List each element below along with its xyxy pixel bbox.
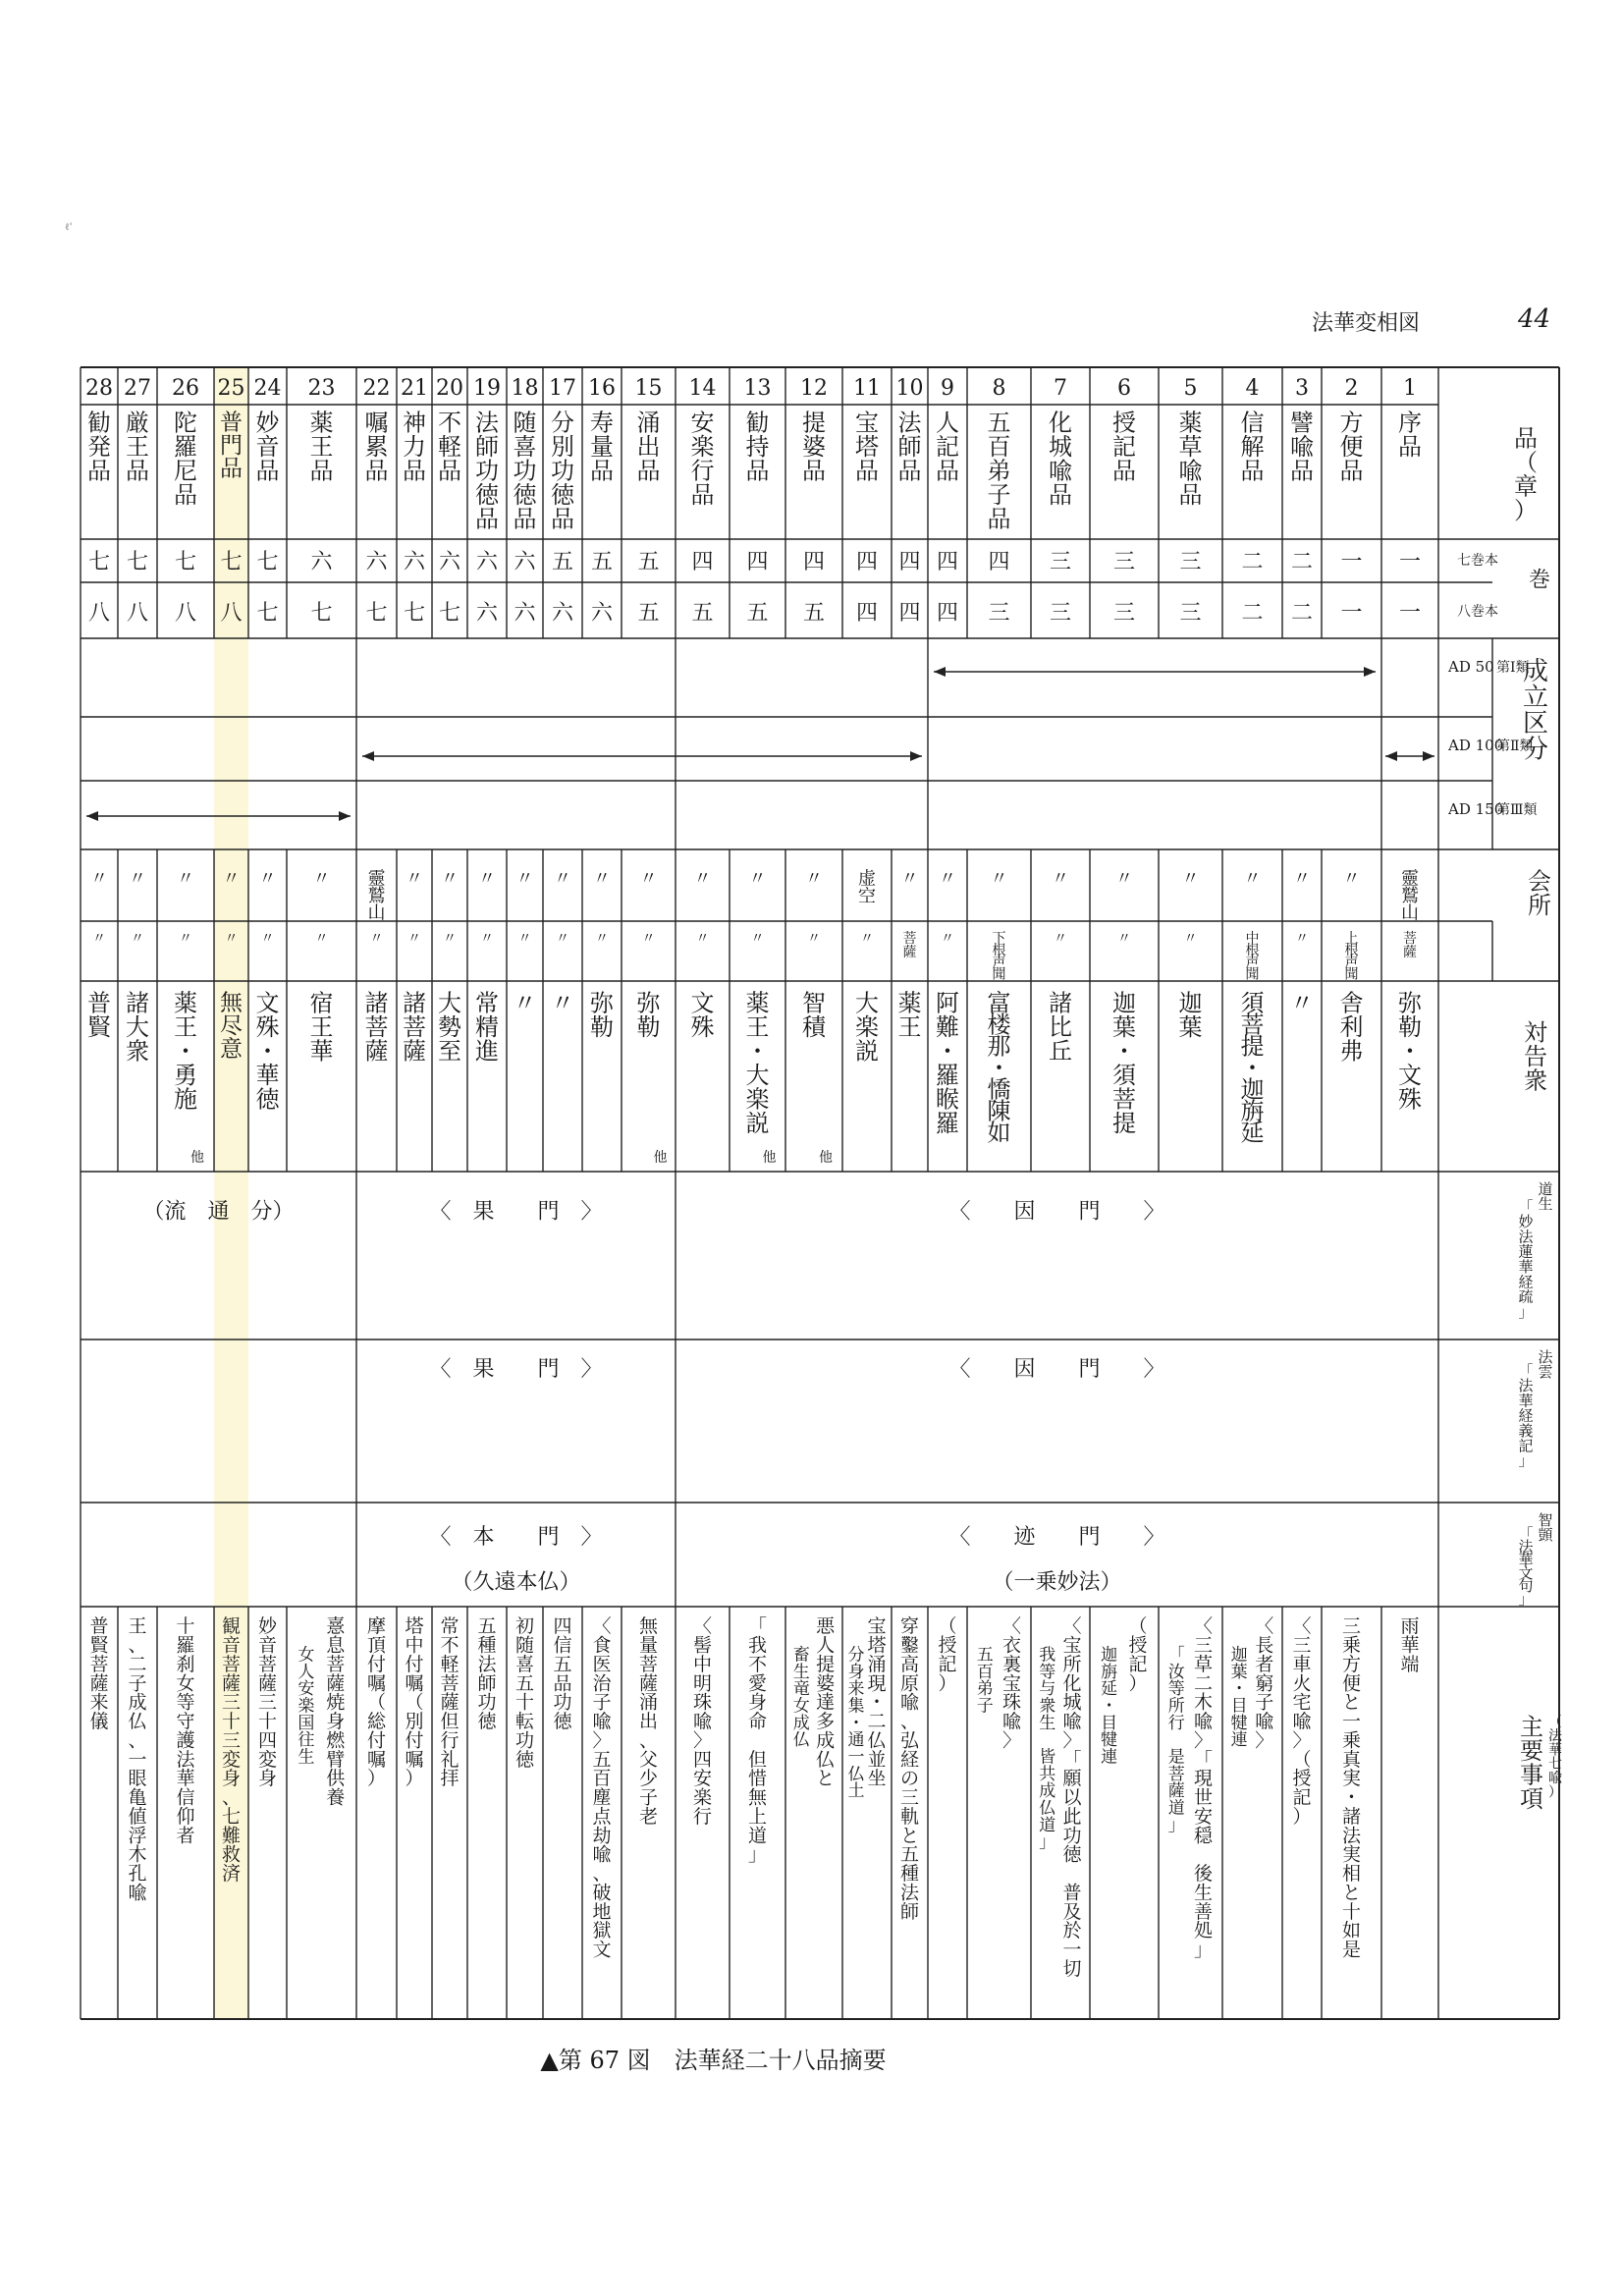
chapter-title-12: 提婆品: [802, 409, 826, 485]
chapter-title-14: 安楽行品: [690, 409, 715, 509]
row-label-class-1: 第Ⅱ類: [1496, 738, 1534, 754]
row-label-formation: 成立区分: [1522, 657, 1549, 765]
chapter-number-23: 23: [307, 376, 336, 401]
place1-24: 〃: [258, 868, 277, 890]
main-27: 王、二子成仏、一眼亀値浮木孔喩: [128, 1615, 147, 1904]
place1-20: 〃: [441, 868, 459, 890]
chapter-number-17: 17: [549, 376, 576, 401]
place2-6: 〃: [1117, 930, 1131, 947]
place1-3: 〃: [1293, 868, 1311, 890]
place2-4: 中根声聞: [1245, 930, 1260, 983]
main-28: 普賢菩薩来儀: [89, 1615, 109, 1733]
place1-25: 〃: [222, 868, 241, 890]
main-5: 〈三草二木喩〉「現世安穏 後生善処」: [1193, 1615, 1214, 1961]
vol7-4: 二: [1241, 550, 1264, 574]
chapter-title-21: 神力品: [403, 409, 426, 485]
main-21: 塔中付嘱（別付嘱）: [405, 1615, 424, 1790]
audience-16: 弥勒: [590, 989, 614, 1041]
vol7-11: 四: [855, 550, 879, 574]
chapter-title-15: 涌出品: [636, 409, 661, 485]
place2-7: 〃: [1054, 930, 1067, 947]
main-4: 〈長者窮子喩〉: [1255, 1615, 1274, 1752]
vol8-6: 三: [1112, 601, 1136, 626]
place1-26: 〃: [177, 868, 194, 890]
audience-8: 富楼那・憍陳如: [987, 989, 1011, 1147]
place2-22: 〃: [369, 930, 384, 947]
audience-2: 舎利弗: [1339, 989, 1364, 1066]
vol7-15: 五: [637, 550, 660, 574]
place1-23: 〃: [312, 868, 331, 890]
chapter-number-19: 19: [473, 376, 501, 401]
chapter-number-27: 27: [124, 376, 151, 401]
chapter-number-4: 4: [1245, 376, 1260, 401]
place1-14: 〃: [693, 868, 712, 890]
vol7-19: 六: [475, 550, 499, 574]
chapter-title-19: 法師功徳品: [475, 409, 499, 533]
main2-23: 女人安楽国往生: [298, 1645, 315, 1768]
place1-12: 〃: [805, 868, 823, 890]
vol7-5: 三: [1179, 550, 1202, 574]
place2-21: 〃: [407, 930, 421, 947]
audience-9: 阿難・羅睺羅: [936, 989, 959, 1137]
vol7-1: 一: [1398, 550, 1422, 574]
chapter-title-22: 嘱累品: [364, 409, 389, 485]
main-6: （授記）: [1128, 1615, 1148, 1695]
row-label-chapter: 品（章）: [1514, 424, 1538, 524]
audience-note-26: 他: [190, 1150, 204, 1166]
place2-25: 〃: [224, 930, 239, 947]
row-label-main: 主要事項: [1520, 1713, 1543, 1813]
main-24: 妙音菩薩三十四変身: [257, 1615, 278, 1790]
audience-28: 普賢: [87, 989, 111, 1041]
audience-20: 大勢至: [438, 989, 461, 1066]
audience-13: 薬王・大楽説: [745, 989, 770, 1137]
vol8-28: 八: [87, 601, 111, 626]
chapter-number-28: 28: [85, 376, 113, 401]
place1-2: 〃: [1342, 868, 1361, 890]
formation-arrow-1b-right-head: [1423, 751, 1434, 761]
vol8-13: 五: [746, 601, 769, 626]
audience-24: 文殊・華徳: [255, 989, 280, 1114]
chapter-title-8: 五百弟子品: [987, 409, 1011, 533]
formation-arrow-3-left-head: [86, 811, 98, 821]
main-1: 雨華端: [1400, 1615, 1420, 1675]
place2-17: 〃: [556, 930, 569, 947]
main2-8: 五百弟子: [976, 1645, 994, 1717]
page-number: 44: [1518, 304, 1551, 334]
chapter-title-7: 化城喩品: [1049, 409, 1072, 509]
chapter-number-5: 5: [1183, 376, 1198, 401]
place2-11: 〃: [860, 930, 874, 947]
place2-9: 〃: [941, 930, 954, 947]
place2-23: 〃: [314, 930, 329, 947]
main2-6: 迦旃延・目犍連: [1101, 1645, 1118, 1768]
vol7-23: 六: [310, 550, 333, 574]
audience-18: 〃: [513, 989, 537, 1017]
main-17: 四信五品功徳: [553, 1615, 572, 1733]
place1-1: 靈鷲山: [1401, 868, 1419, 924]
main-22: 摩頂付嘱（総付嘱）: [366, 1615, 387, 1790]
audience-7: 諸比丘: [1049, 989, 1072, 1066]
vol7-10: 四: [898, 550, 921, 574]
place2-15: 〃: [641, 930, 656, 947]
place1-13: 〃: [748, 868, 767, 890]
place2-3: 〃: [1295, 930, 1309, 947]
chapter-number-1: 1: [1403, 376, 1417, 401]
place2-27: 〃: [131, 930, 144, 947]
vol8-8: 三: [988, 601, 1010, 626]
chapter-title-13: 勧持品: [745, 409, 770, 485]
vol7-6: 三: [1112, 550, 1136, 574]
audience-25: 無尽意: [220, 990, 243, 1063]
chapter-title-24: 妙音品: [255, 409, 280, 485]
place1-10: 〃: [900, 868, 919, 890]
row-label-zhiyi-work: 「法華文句」: [1518, 1524, 1534, 1609]
audience-10: 薬王: [897, 989, 922, 1041]
chapter-title-27: 厳王品: [126, 409, 149, 485]
vol7-8: 四: [988, 550, 1010, 574]
place1-4: 〃: [1243, 868, 1262, 890]
chapter-number-7: 7: [1054, 376, 1067, 401]
chapter-title-18: 随喜功徳品: [513, 409, 537, 533]
place2-5: 〃: [1183, 930, 1198, 947]
place2-18: 〃: [517, 930, 532, 947]
vol8-22: 七: [365, 601, 388, 626]
vol8-18: 六: [514, 601, 536, 626]
row-label-fayun: 法雲: [1538, 1347, 1553, 1382]
formation-arrow-1-left-head: [934, 667, 946, 677]
vol8-16: 六: [590, 601, 614, 626]
vol8-14: 五: [691, 601, 714, 626]
place2-1: 菩薩: [1403, 930, 1417, 961]
chapter-number-15: 15: [634, 376, 663, 401]
chapter-title-11: 宝塔品: [855, 409, 879, 485]
main-9: （授記）: [938, 1615, 957, 1695]
row-label-fayun-work: 「法華経義記」: [1518, 1361, 1534, 1470]
vol7-27: 七: [126, 550, 149, 574]
row-label-ad-0: AD 50: [1448, 658, 1494, 676]
chapter-title-3: 譬喩品: [1290, 409, 1314, 485]
place1-28: 〃: [90, 868, 108, 890]
audience-26: 薬王・勇施: [174, 989, 197, 1114]
main-20: 常不軽菩薩但行礼拝: [440, 1615, 460, 1790]
chapter-title-25: 普門品: [220, 410, 243, 482]
vol8-26: 八: [174, 601, 197, 626]
row-label-vol7: 七巻本: [1457, 553, 1498, 569]
chapter-number-21: 21: [401, 376, 428, 401]
chapter-title-5: 薬草喩品: [1178, 409, 1203, 509]
chapter-title-17: 分別功徳品: [551, 409, 574, 533]
vol8-19: 六: [475, 601, 499, 626]
main-15: 無量菩薩涌出、父少子老: [638, 1615, 659, 1828]
formation-arrow-1-right-head: [1364, 667, 1376, 677]
chapter-number-6: 6: [1117, 376, 1131, 401]
chapter-number-13: 13: [743, 376, 772, 401]
audience-4: 須菩提・迦旃延: [1240, 989, 1265, 1147]
vol8-11: 四: [855, 601, 879, 626]
place2-24: 〃: [260, 930, 275, 947]
main-7: 〈宝所化城喩〉「願以此功徳 普及於一切: [1062, 1615, 1082, 1980]
division-fayun-0: 〈 果 門 〉: [429, 1357, 603, 1382]
vol8-9: 四: [936, 601, 959, 626]
figure-caption: [0, 2041, 1623, 2075]
division-zhiyi-0: 〈 本 門 〉: [429, 1525, 603, 1550]
vol7-20: 六: [438, 550, 461, 574]
place1-18: 〃: [515, 868, 534, 890]
row-label-ad-1: AD 100: [1448, 737, 1504, 754]
chapter-number-25: 25: [217, 376, 245, 401]
vol8-7: 三: [1049, 601, 1072, 626]
place1-17: 〃: [554, 868, 571, 890]
place1-27: 〃: [129, 868, 146, 890]
chapter-number-10: 10: [895, 376, 924, 401]
place2-8: 下根声聞: [992, 930, 1006, 983]
row-label-zhiyi: 智顗: [1538, 1510, 1553, 1545]
row-label-main-note: （法華七喩）: [1548, 1714, 1562, 1801]
vol8-5: 三: [1179, 601, 1202, 626]
vol8-24: 七: [256, 601, 279, 626]
vol7-22: 六: [365, 550, 388, 574]
vol8-20: 七: [438, 601, 461, 626]
main-19: 五種法師功徳: [477, 1615, 497, 1733]
vol7-3: 二: [1290, 550, 1314, 574]
main-25: 観音菩薩三十三変身、七難救済: [221, 1615, 242, 1886]
place1-21: 〃: [406, 868, 423, 890]
main-10: 穿鑿高原喩、弘経の三軌と五種法師: [899, 1615, 920, 1923]
division-fayun-1: 〈 因 門 〉: [948, 1357, 1165, 1382]
vol8-4: 二: [1241, 601, 1264, 626]
division-daosheng-1: 〈 果 門 〉: [429, 1199, 603, 1225]
place2-10: 菩薩: [902, 930, 917, 961]
place1-16: 〃: [593, 868, 611, 890]
division-daosheng-0: （流 通 分）: [142, 1199, 295, 1225]
audience-27: 諸大衆: [126, 989, 149, 1066]
vol7-16: 五: [590, 550, 614, 574]
audience-21: 諸菩薩: [403, 989, 426, 1066]
vol8-10: 四: [898, 601, 921, 626]
place1-6: 〃: [1115, 868, 1133, 890]
vol7-7: 三: [1049, 550, 1072, 574]
main-18: 初随喜五十転功徳: [514, 1615, 535, 1771]
main-13: 「我不愛身命 但惜無上道」: [747, 1615, 768, 1866]
chapter-number-12: 12: [800, 376, 828, 401]
division-zhiyi-sub-0: （久遠本仏）: [451, 1570, 581, 1595]
main2-5: 「汝等所行 是菩薩道」: [1167, 1645, 1185, 1835]
place2-12: 〃: [807, 930, 821, 947]
chapter-number-26: 26: [172, 376, 199, 401]
chapter-title-16: 寿量品: [590, 409, 614, 485]
chapter-number-2: 2: [1344, 376, 1359, 401]
row-label-class-2: 第Ⅲ類: [1496, 802, 1538, 818]
row-label-daosheng-work: 「妙法蓮華経疏」: [1518, 1197, 1534, 1321]
main-16: 〈食医治子喩〉五百塵点劫喩、破地獄文: [592, 1615, 612, 1961]
main2-4: 迦葉・目犍連: [1230, 1645, 1248, 1751]
place2-28: 〃: [92, 930, 106, 947]
division-zhiyi-sub-1: （一乗妙法）: [992, 1570, 1122, 1595]
row-label-audience: 対告衆: [1524, 1018, 1547, 1095]
place1-11: 虚空: [858, 868, 876, 907]
audience-note-15: 他: [653, 1150, 668, 1166]
row-label-daosheng: 道生: [1538, 1179, 1553, 1214]
chapter-number-3: 3: [1295, 376, 1309, 401]
chapter-number-11: 11: [853, 376, 881, 401]
vol8-21: 七: [403, 601, 426, 626]
audience-3: 〃: [1290, 989, 1314, 1017]
audience-11: 大楽説: [855, 989, 879, 1066]
chapter-number-18: 18: [511, 376, 539, 401]
place2-2: 上根声聞: [1344, 930, 1359, 983]
place1-15: 〃: [639, 868, 658, 890]
chapter-title-4: 信解品: [1240, 409, 1265, 485]
audience-22: 諸菩薩: [364, 989, 389, 1066]
main2-12: 畜生竜女成仏: [792, 1645, 810, 1751]
vol8-3: 二: [1290, 601, 1314, 626]
vol7-2: 一: [1340, 550, 1363, 574]
row-label-vol8: 八巻本: [1457, 604, 1498, 620]
audience-14: 文殊: [690, 989, 715, 1041]
audience-19: 常精進: [475, 989, 499, 1066]
main-14: 〈髻中明珠喩〉四安楽行: [692, 1615, 713, 1828]
place2-19: 〃: [480, 930, 494, 947]
chapter-title-1: 序品: [1398, 409, 1422, 461]
vol8-27: 八: [126, 601, 149, 626]
main-3: 〈三車火宅喩〉（授記）: [1292, 1615, 1312, 1828]
vol7-25: 七: [220, 550, 243, 574]
vol8-25: 八: [220, 601, 243, 626]
place1-5: 〃: [1181, 868, 1200, 890]
main2-7: 我等与衆生 皆共成仏道」: [1039, 1645, 1056, 1853]
main2-11: 分身来集・通一仏土: [847, 1645, 865, 1802]
place1-7: 〃: [1052, 868, 1069, 890]
vol8-15: 五: [637, 601, 660, 626]
place2-14: 〃: [695, 930, 710, 947]
place1-22: 靈鷲山: [367, 868, 386, 924]
place2-13: 〃: [750, 930, 765, 947]
row-label-class-0: 第Ⅰ類: [1496, 660, 1530, 676]
place1-8: 〃: [990, 868, 1008, 890]
chapter-number-14: 14: [688, 376, 717, 401]
chapter-number-9: 9: [941, 376, 954, 401]
audience-23: 宿王華: [309, 989, 334, 1066]
audience-12: 智積: [802, 989, 826, 1041]
division-daosheng-2: 〈 因 門 〉: [948, 1199, 1165, 1225]
scan-mark: ℓ': [65, 222, 73, 233]
formation-arrow-1b-left-head: [1385, 751, 1397, 761]
main-11: 宝塔涌現・二仏並坐: [867, 1615, 887, 1790]
main-8: 〈衣裏宝珠喩〉: [1001, 1615, 1022, 1752]
main-26: 十羅刹女等守護法華信仰者: [176, 1615, 195, 1847]
place2-20: 〃: [443, 930, 457, 947]
division-zhiyi-1: 〈 迹 門 〉: [948, 1525, 1165, 1550]
audience-15: 弥勒: [636, 989, 661, 1041]
vol7-24: 七: [256, 550, 279, 574]
chapter-number-8: 8: [992, 376, 1006, 401]
chapter-number-22: 22: [362, 376, 391, 401]
vol7-17: 五: [551, 550, 574, 574]
vol7-18: 六: [514, 550, 536, 574]
chapter-title-23: 薬王品: [309, 409, 334, 485]
place2-16: 〃: [595, 930, 609, 947]
chapter-title-26: 陀羅尼品: [174, 409, 197, 509]
chapter-number-20: 20: [436, 376, 463, 401]
vol7-13: 四: [746, 550, 769, 574]
place1-9: 〃: [939, 868, 956, 890]
main-2: 三乗方便と一乗真実・諸法実相と十如是: [1341, 1615, 1362, 1961]
audience-5: 迦葉: [1178, 989, 1203, 1041]
formation-arrow-2-left-head: [362, 751, 374, 761]
row-label-place: 会所: [1528, 867, 1551, 919]
chapter-title-20: 不軽品: [438, 409, 461, 485]
vol8-17: 六: [551, 601, 574, 626]
audience-note-13: 他: [762, 1150, 777, 1166]
vol8-1: 一: [1398, 601, 1422, 626]
chapter-title-10: 法師品: [897, 409, 922, 485]
audience-1: 弥勒・文殊: [1398, 989, 1422, 1114]
vol8-23: 七: [310, 601, 333, 626]
formation-arrow-2-right-head: [910, 751, 922, 761]
chapter-number-24: 24: [253, 376, 282, 401]
place1-19: 〃: [478, 868, 496, 890]
audience-note-12: 他: [819, 1150, 833, 1166]
formation-arrow-3-right-head: [339, 811, 351, 821]
vol7-26: 七: [174, 550, 197, 574]
caption-text: ▲第 67 図 法華経二十八品摘要: [540, 2047, 887, 2074]
chapter-title-28: 勧発品: [87, 409, 111, 485]
vol8-2: 一: [1340, 601, 1363, 626]
main-12: 悪人提婆達多成仏と: [816, 1615, 836, 1790]
chapter-number-16: 16: [588, 376, 616, 401]
audience-17: 〃: [551, 989, 574, 1017]
chapter-title-2: 方便品: [1339, 409, 1364, 485]
place2-26: 〃: [179, 930, 192, 947]
vol8-12: 五: [802, 601, 826, 626]
main-23: 憙息菩薩焼身燃臂供養: [326, 1615, 346, 1809]
vol7-28: 七: [87, 550, 111, 574]
chapter-title-9: 人記品: [936, 409, 959, 485]
audience-6: 迦葉・須菩提: [1112, 989, 1136, 1137]
row-label-vol: 巻: [1528, 568, 1551, 593]
header-title: 法華変相図: [1312, 311, 1421, 336]
vol7-9: 四: [936, 550, 959, 574]
chapter-title-6: 授記品: [1112, 409, 1136, 485]
vol7-12: 四: [802, 550, 826, 574]
vol7-21: 六: [403, 550, 426, 574]
vol7-14: 四: [691, 550, 714, 574]
row-label-ad-2: AD 150: [1448, 800, 1504, 818]
